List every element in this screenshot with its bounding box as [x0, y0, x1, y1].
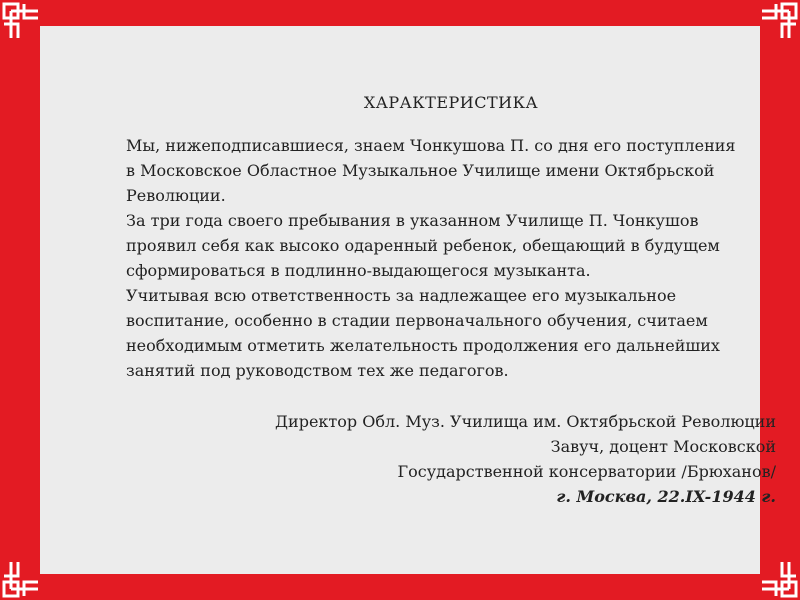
signature-line: Государственной консерватории /Брюханов/: [397, 462, 776, 481]
place-date: г. Москва, 22.IX-1944 г.: [556, 487, 776, 506]
body-line: Учитывая всю ответственность за надлежащее его музыкальное: [126, 286, 677, 305]
body-line: в Московское Областное Музыкальное Училище имени Октябрьской: [126, 161, 715, 180]
body-line: сформироваться в подлинно-выдающегося музыканта.: [126, 261, 591, 280]
corner-ornament-icon: [756, 556, 800, 600]
corner-ornament-icon: [0, 556, 44, 600]
body-line: занятий под руководством тех же педагогов.: [126, 361, 509, 380]
document-panel: [40, 26, 776, 574]
corner-ornament-icon: [756, 0, 800, 44]
document-title: ХАРАКТЕРИСТИКА: [363, 93, 539, 112]
signature-block: [126, 409, 776, 509]
characteristic-document: [126, 90, 776, 509]
body-line: Революции.: [126, 186, 226, 205]
body-line: воспитание, особенно в стадии первоначального обучения, считаем: [126, 311, 708, 330]
corner-ornament-icon: [0, 0, 44, 44]
body-line: За три года своего пребывания в указанном Училище П. Чонкушов: [126, 211, 699, 230]
signature-line: Директор Обл. Муз. Училища им. Октябрьской Революции: [275, 412, 776, 431]
document-body: [126, 133, 776, 383]
body-line: Мы, нижеподписавшиеся, знаем Чонкушова П. со дня его поступления: [126, 136, 736, 155]
body-line: необходимым отметить желательность продолжения его дальнейших: [126, 336, 720, 355]
body-line: проявил себя как высоко одаренный ребенок, обещающий в будущем: [126, 236, 720, 255]
signature-line: Завуч, доцент Московской: [550, 437, 776, 456]
